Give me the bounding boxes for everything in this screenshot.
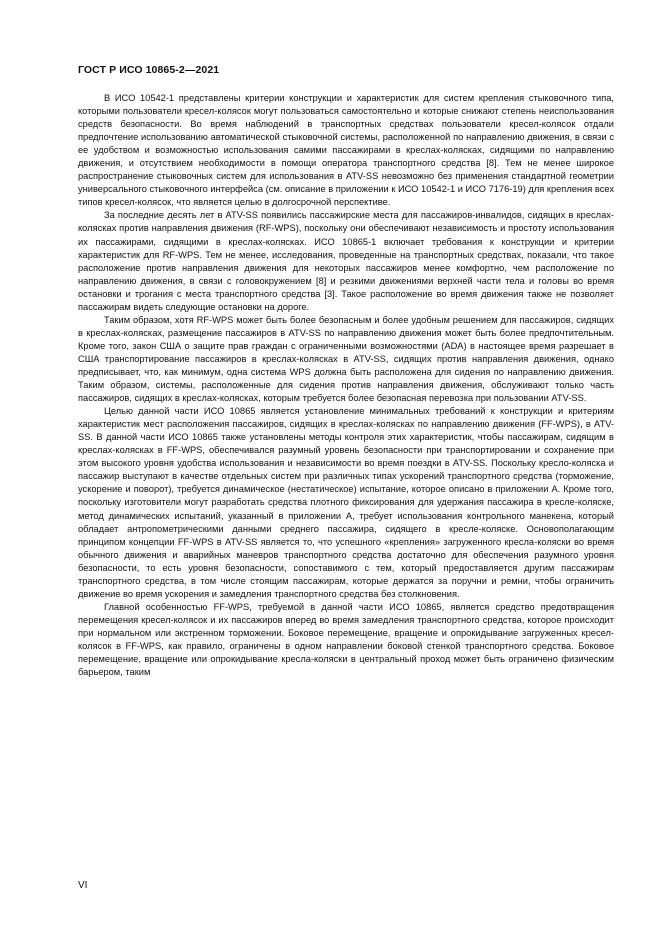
paragraph: Таким образом, хотя RF-WPS может быть более безопасным и более удобным решением для пассажиров, сидящих в креслах-колясках, размещение пассажиров в ATV-SS по направлению движения может быть более предпочтительным. Кроме того, закон США о защите прав граждан с ограниченными возможностями (ADA) в настоящее время разрешает в США транспортирование пассажиров в креслах-колясках в ATV-SS, сидящих против направления движения, однако предписывает, что, как минимум, одна система WPS должна быть расположена для сидения по направлению движения. Таким образом, системы, расположенные для сидения против направления движения, обслуживают только часть пассажиров, сидящих в креслах-колясках, которым требуется более безопасная перевозка при пользовании ATV-SS. (78, 314, 614, 404)
document-header: ГОСТ Р ИСО 10865-2—2021 (78, 64, 220, 76)
body-text (78, 92, 614, 679)
paragraph: В ИСО 10542-1 представлены критерии конструкции и характеристик для систем крепления стыковочного типа, которыми пользователи кресел-колясок могут пользоваться самостоятельно и которые снижают степень неиспользования средств безопасности. Во время наблюдений в транспортных средствах пользователи кресел-колясок отдали предпочтение использованию автоматической стыковочной системы, расположенной по направлению движения, в связи с ее удобством и возможностью использования самими пассажирами в креслах-колясках, сидящими по направлению движения, и отсутствием необходимости в помощи оператора транспортного средства [8]. Тем не менее широкое распространение стыковочных систем для использования в ATV-SS невозможно без применения стандартной геометрии универсального стыковочного интерфейса (см. описание в приложении к ИСО 10542-1 и ИСО 7176-19) для крепления всех типов кресел-колясок, что является целью в долгосрочной перспективе. (78, 93, 614, 208)
paragraph: За последние десять лет в ATV-SS появились пассажирские места для пассажиров-инвалидов, сидящих в креслах-колясках против направления движения (RF-WPS), поскольку они обеспечивают независимость и простоту использования их пассажирами, сидящими в креслах-колясках. ИСО 10865-1 включает требования к конструкции и критерии характеристик для RF-WPS. Тем не менее, исследования, проведенные на транспортных средствах, показали, что такое расположение против направления движения для некоторых пассажиров менее комфортно, чем расположение по направлению движения, в связи с головокружением [8] и резкими движениями верхней части тела и головы во время остановки и трогания с места транспортного средства [3]. Такое расположение во время движения также не позволяет пассажирам видеть следующие остановки на дороге. (78, 210, 614, 312)
paragraph: Целью данной части ИСО 10865 является установление минимальных требований к конструкции и критериям характеристик мест расположения пассажиров, сидящих в креслах-колясках по направлению движения (FF-WPS), в ATV-SS. В данной части ИСО 10865 также установлены методы контроля этих характеристик, чтобы пассажирам, сидящим в креслах-колясках в FF-WPS, обеспечивался разумный уровень безопасности при транспортировании и сохранение при этом высокого уровня удобства использования и независимости во время поездки в ATV-SS. Поскольку кресло-коляска и пассажир выступают в качестве отдельных систем при различных типах ускорений транспортного средства (торможение, ускорение и поворот), требуется динамическое (нестатическое) испытание, которое описано в приложении А. Кроме того, поскольку изготовители могут разработать средства плотного фиксирования для удержания пассажира в кресле-коляске, метод динамических испытаний, указанный в приложении А, требует использования контрольного манекена, который обладает антропометрическими данными среднего пассажира, сидящего в кресле-коляске. Основополагающим принципом концепции FF-WPS в ATV-SS является то, что успешного «крепления» загруженного кресла-коляски во время обычного движения и аварийных маневров транспортного средства достаточно для обеспечения разумного уровня безопасности, то есть уровня безопасности, сопоставимого с тем, который предоставляется другим пассажирам транспортного средства, в том числе стоящим пассажирам, которые держатся за поручни и ремни, чтобы ограничить движение во время ускорения и замедления транспортного средства без столкновения. (78, 406, 614, 599)
paragraph: Главной особенностью FF-WPS, требуемой в данной части ИСО 10865, является средство предотвращения перемещения кресел-колясок и их пассажиров вперед во время замедления транспортного средства, которое происходит при нормальном или экстренном торможении. Боковое перемещение, вращение и опрокидывание загруженных кресел-колясок в FF-WPS, как правило, ограничены в одном направлении боковой стенкой транспортного средства. Боковое перемещение, вращение или опрокидывание кресла-коляски в центральный проход может быть ограничено физическим барьером, таким (78, 601, 614, 678)
page-number: VI (78, 880, 88, 891)
